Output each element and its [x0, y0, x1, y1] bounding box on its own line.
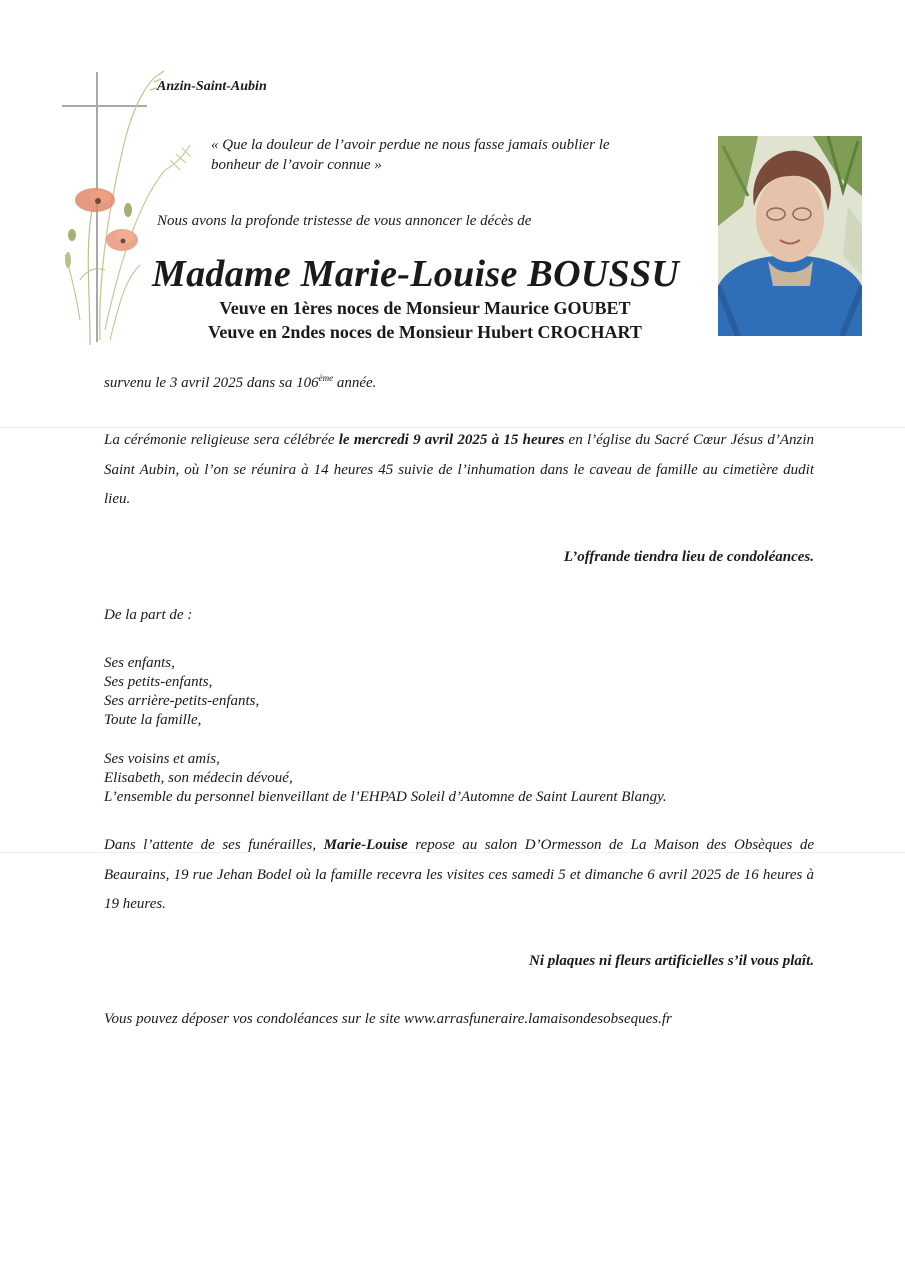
quote-line: « Que la douleur de l’avoir perdue ne nous fasse jamais oublier le [211, 137, 610, 153]
viewing-text: Dans l’attente de ses funérailles, [104, 837, 324, 853]
viewing-paragraph [104, 831, 814, 920]
widow-line-1: Veuve en 1ères noces de Monsieur Maurice GOUBET [219, 298, 631, 318]
list-item: Ses petits-enfants, [104, 674, 213, 690]
widow-line-2: Veuve en 2ndes noces de Monsieur Hubert CROCHART [208, 322, 642, 342]
ceremony-text-cont: en l’église du Sacré Cœur Jésus d’Anzin Saint Aubin, où l’on se réunira à 14 heures 45 suivie de l’inhumation dans le caveau de famille au cimetière dudit lieu. [104, 432, 814, 507]
death-notice [104, 375, 814, 392]
list-item: Ses voisins et amis, [104, 751, 220, 767]
list-item: Ses enfants, [104, 655, 175, 671]
family-list [104, 654, 814, 730]
list-item: Elisabeth, son médecin dévoué, [104, 770, 293, 786]
announcement-intro: Nous avons la profonde tristesse de vous annoncer le décès de [157, 213, 532, 229]
condolences-note: Vous pouvez déposer vos condoléances sur le site www.arrasfuneraire.lamaisondesobseques.fr [104, 1011, 672, 1027]
place-name: Anzin-Saint-Aubin [157, 79, 267, 94]
others-list [104, 750, 814, 807]
death-year-text: année. [333, 375, 377, 391]
quote [211, 135, 681, 175]
from-label: De la part de : [104, 607, 193, 623]
list-item: Toute la famille, [104, 712, 202, 728]
portrait-photo [718, 136, 862, 336]
no-flowers-note: Ni plaques ni fleurs artificielles s’il vous plaît. [528, 953, 814, 969]
deceased-name: Madame Marie-Louise BOUSSU [152, 253, 680, 295]
list-item: Ses arrière-petits-enfants, [104, 693, 260, 709]
death-date-text: survenu le 3 avril 2025 dans sa 106 [104, 375, 319, 391]
ceremony-text: La cérémonie religieuse sera célébrée [104, 432, 339, 448]
offering-note: L’offrande tiendra lieu de condoléances. [563, 549, 814, 565]
ceremony-paragraph [104, 426, 814, 515]
first-name: Marie-Louise [323, 837, 408, 853]
viewing-text-cont: repose au salon D’Ormesson de La Maison des Obsèques de Beaurains, 19 rue Jehan Bodel où la famille recevra les visites ces samedi 5 et dimanche 6 avril 2025 de 16 heures à 19 heures. [104, 837, 814, 912]
ordinal-suffix: ème [318, 373, 334, 383]
quote-line: bonheur de l’avoir connue » [211, 157, 382, 173]
ceremony-date: le mercredi 9 avril 2025 à 15 heures [338, 432, 565, 448]
list-item: L’ensemble du personnel bienveillant de l’EHPAD Soleil d’Automne de Saint Laurent Blangy. [104, 789, 667, 805]
